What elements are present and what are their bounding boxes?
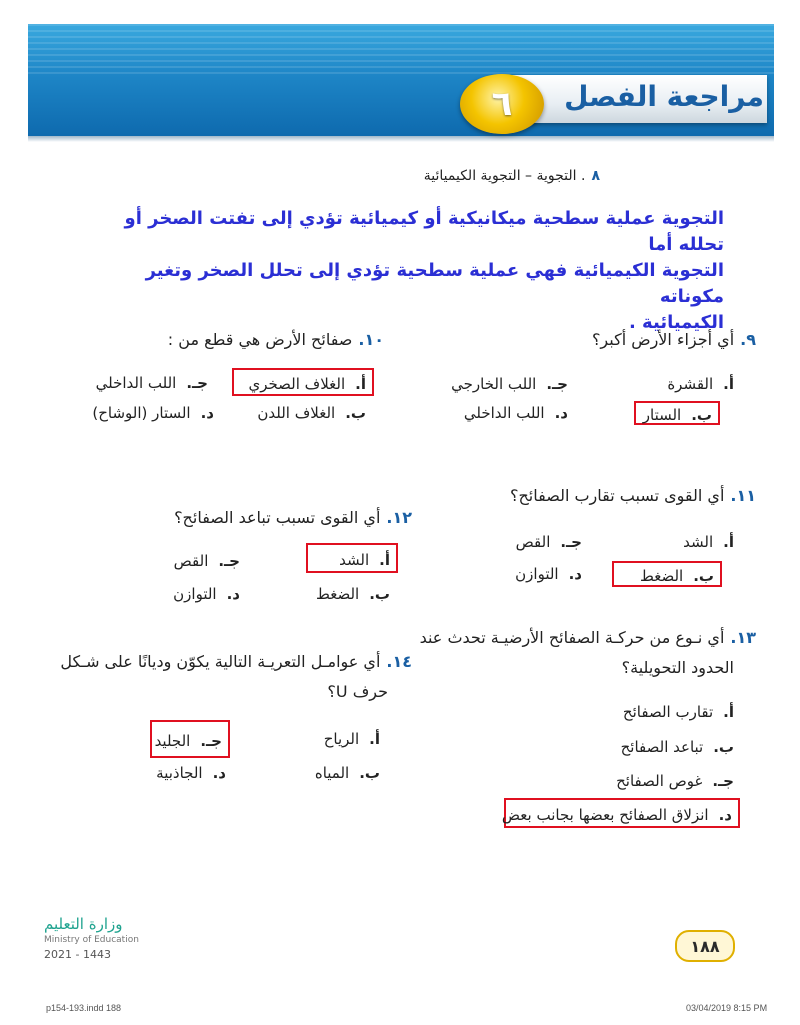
question-14-number: ١٤. (386, 652, 412, 671)
question-11-number: ١١. (730, 486, 756, 505)
q14-option-c[interactable]: جـ.الجليد (150, 720, 230, 758)
q13-option-a[interactable]: أ.تقارب الصفائح (622, 703, 734, 721)
q9-option-b[interactable]: ب.الستار (634, 401, 720, 425)
q14-option-a[interactable]: أ.الرياح (323, 730, 380, 748)
question-9-prompt: أي أجزاء الأرض أكبر؟ (591, 330, 735, 349)
q10-option-c[interactable]: جـ.اللب الداخلي (95, 374, 208, 392)
question-9-number: ٩. (740, 330, 756, 349)
question-13-prompt-line1: أي نـوع من حركـة الصفائح الأرضيـة تحدث عند (419, 628, 725, 647)
q14-option-b[interactable]: ب.المياه (314, 764, 380, 782)
q13-option-d[interactable]: د.انزلاق الصفائح بعضها بجانب بعض (504, 798, 740, 828)
question-12 (174, 508, 412, 527)
q10-option-b[interactable]: ب.الغلاف اللدن (257, 404, 366, 422)
question-11-prompt: أي القوى تسبب تقارب الصفائح؟ (509, 486, 725, 505)
question-9 (592, 330, 756, 349)
header-shadow (28, 136, 774, 142)
question-8-prompt: . التجوية – التجوية الكيميائية (423, 168, 586, 184)
page-title: مراجعة الفصل (564, 80, 764, 113)
question-12-prompt: أي القوى تسبب تباعد الصفائح؟ (174, 508, 381, 527)
print-timestamp: 03/04/2019 8:15 PM (686, 1003, 768, 1013)
question-10-prompt: صفائح الأرض هي قطع من : (167, 330, 353, 349)
q12-option-d[interactable]: د.التوازن (173, 585, 240, 603)
question-14-prompt-line2: حرف U؟ (327, 682, 388, 701)
question-10-number: ١٠. (358, 330, 384, 349)
question-8-answer (94, 206, 724, 336)
q9-option-d[interactable]: د.اللب الداخلي (463, 404, 568, 422)
q10-option-a[interactable]: أ.الغلاف الصخري (232, 368, 374, 396)
question-13 (420, 628, 756, 647)
chapter-number-badge (460, 74, 544, 134)
q12-option-a[interactable]: أ.الشد (306, 543, 398, 573)
question-13-number: ١٣. (730, 628, 756, 647)
question-14-prompt-line1: أي عوامـل التعريـة التالية يكوّن وديانًا على شـكل (60, 652, 381, 671)
q10-option-d[interactable]: د.الستار (الوشاح) (92, 404, 214, 422)
ministry-english: Ministry of Education (44, 935, 139, 945)
ministry-logo-text: وزارة التعليم (44, 915, 123, 933)
question-14 (60, 652, 412, 671)
question-13-prompt-line2: الحدود التحويلية؟ (621, 658, 734, 677)
q11-option-a[interactable]: أ.الشد (683, 533, 734, 551)
q12-option-b[interactable]: ب.الضغط (315, 585, 390, 603)
q11-option-b[interactable]: ب.الضغط (612, 561, 722, 587)
question-10 (168, 330, 384, 349)
q9-option-a[interactable]: أ.القشرة (667, 375, 734, 393)
answer-line-2: التجوية الكيميائية فهي عملية سطحية تؤدي إلى تحلل الصخر وتغير مكوناته (145, 260, 724, 307)
question-8-number: ٨ (591, 168, 600, 184)
q14-option-d[interactable]: د.الجاذبية (156, 764, 226, 782)
q13-option-b[interactable]: ب.تباعد الصفائح (620, 738, 734, 756)
question-8 (424, 168, 600, 184)
question-12-number: ١٢. (386, 508, 412, 527)
q9-option-c[interactable]: جـ.اللب الخارجي (451, 375, 568, 393)
answer-line-1: التجوية عملية سطحية ميكانيكية أو كيميائية تؤدي إلى تفتت الصخر أو تحلله أما (124, 208, 724, 255)
print-file-name: p154-193.indd 188 (46, 1003, 122, 1013)
chapter-number: ٦ (491, 84, 513, 124)
academic-year: 2021 - 1443 (44, 948, 111, 961)
q11-option-c[interactable]: جـ.القص (515, 533, 582, 551)
question-11 (510, 486, 756, 505)
answer-line-3: الكيميائية . (628, 312, 724, 333)
page-number: ١٨٨ (675, 930, 735, 962)
q12-option-c[interactable]: جـ.القص (173, 552, 240, 570)
q13-option-c[interactable]: جـ.غوص الصفائح (616, 772, 734, 790)
q11-option-d[interactable]: د.التوازن (515, 565, 582, 583)
